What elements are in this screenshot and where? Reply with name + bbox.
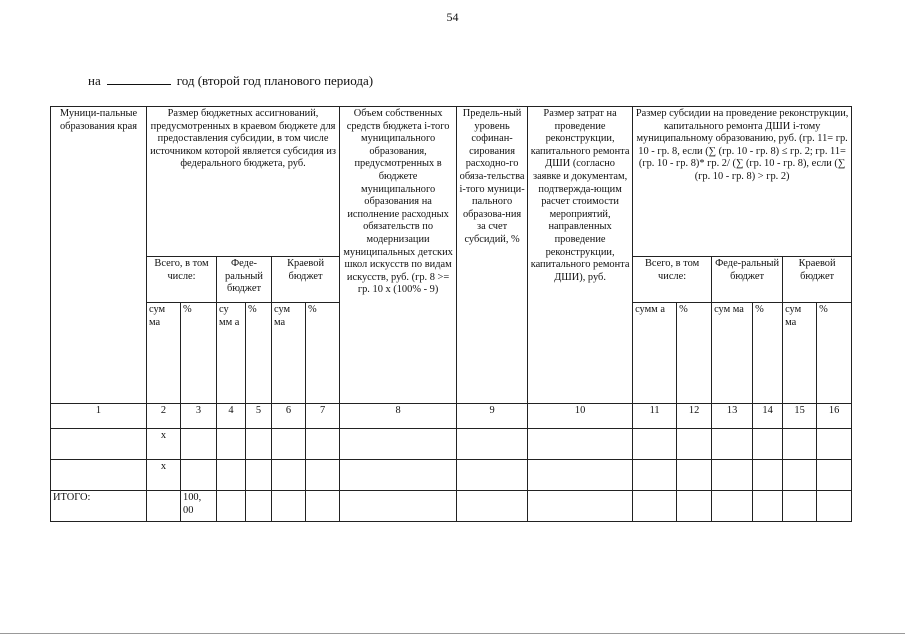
- table-row: [51, 429, 852, 460]
- table-cell: [633, 491, 677, 522]
- table-cell: [51, 460, 147, 491]
- column-number: 2: [147, 404, 181, 429]
- column-number: 9: [457, 404, 528, 429]
- column-number: 12: [677, 404, 712, 429]
- table-cell: [712, 491, 753, 522]
- unit-sum: сум ма: [712, 303, 753, 404]
- column-number: 7: [306, 404, 340, 429]
- header-cofinancing-level: Предель-ный уровень софинан-сирования расходно-го обяза-тельства i-того муници-пального образова-ния за счет субсидий, %: [457, 107, 528, 404]
- table-cell: [817, 429, 852, 460]
- table-cell: [783, 460, 817, 491]
- table-cell: [246, 429, 272, 460]
- table-cell: [51, 429, 147, 460]
- unit-percent: %: [817, 303, 852, 404]
- column-number: 8: [340, 404, 457, 429]
- subheader-federal-b: Феде-ральный бюджет: [712, 257, 783, 303]
- page-bottom-edge: [0, 633, 905, 634]
- subheader-total-b: Всего, в том числе:: [633, 257, 712, 303]
- table-cell: [306, 429, 340, 460]
- table-cell: [753, 491, 783, 522]
- table-cell: [181, 429, 217, 460]
- table-cell: [272, 460, 306, 491]
- table-cell: [783, 429, 817, 460]
- table-cell: [712, 429, 753, 460]
- table-cell: [306, 491, 340, 522]
- table-cell: [457, 429, 528, 460]
- column-number-row: [51, 404, 852, 429]
- table-cell: [217, 491, 246, 522]
- header-municipal: Муници-пальные образования края: [51, 107, 147, 404]
- table-cell: [783, 491, 817, 522]
- table-cell: [147, 491, 181, 522]
- table-cell: [246, 491, 272, 522]
- header-repair-costs: Размер затрат на проведение реконструкции, капитального ремонта ДШИ (согласно заявке и документам, подтвержда-ющим расчет стоимости мероприятий, направленных проведение реконструкции, капитального ремонта ДШИ), руб.: [528, 107, 633, 404]
- table-cell: [677, 429, 712, 460]
- year-blank-field: [107, 72, 171, 85]
- table-cell: х: [147, 429, 181, 460]
- unit-percent: %: [306, 303, 340, 404]
- table-cell: [217, 429, 246, 460]
- table-cell: [677, 491, 712, 522]
- column-number: 10: [528, 404, 633, 429]
- column-number: 4: [217, 404, 246, 429]
- total-percent: 100, 00: [181, 491, 217, 522]
- table-cell: [181, 460, 217, 491]
- table-row: [51, 460, 852, 491]
- table-cell: [633, 429, 677, 460]
- column-number: 1: [51, 404, 147, 429]
- table-cell: [340, 460, 457, 491]
- table-cell: [528, 460, 633, 491]
- table-cell: [817, 491, 852, 522]
- table-cell: [272, 429, 306, 460]
- table-cell: [633, 460, 677, 491]
- column-number: 3: [181, 404, 217, 429]
- table-cell: [528, 429, 633, 460]
- table-cell: [340, 491, 457, 522]
- heading-prefix: на: [88, 73, 101, 88]
- total-label: ИТОГО:: [51, 491, 147, 522]
- column-number: 14: [753, 404, 783, 429]
- table-cell: [753, 460, 783, 491]
- subheader-regional-b: Краевой бюджет: [783, 257, 852, 303]
- table-cell: [817, 460, 852, 491]
- table-cell: [677, 460, 712, 491]
- subsidy-table: [50, 106, 852, 522]
- table-cell: [306, 460, 340, 491]
- table-cell: [217, 460, 246, 491]
- heading-suffix: год (второй год планового периода): [176, 73, 374, 88]
- header-subsidy-size: Размер субсидии на проведение реконструкции, капитального ремонта ДШИ i-тому муниципальному образованию, руб. (гр. 11= гр. 10 - гр. 8, если (∑ (гр. 10 - гр. 8) ≤ гр. 2; гр. 11= (гр. 10 - гр. 8)* гр. 2/ (∑ (гр. 10 - гр. 8), если (∑ (гр. 10 - гр. 8) > гр. 2): [633, 107, 852, 257]
- subheader-federal-a: Феде-ральный бюджет: [217, 257, 272, 303]
- table-cell: [457, 491, 528, 522]
- table-heading: [88, 72, 373, 89]
- header-own-funds: Объем собственных средств бюджета i-того муниципального образования, предусмотренных в бюджете муниципального образования на исполнение расходных обязательств по модернизации муниципальных детских школ искусств по видам искусств, руб. (гр. 8 >= гр. 10 х (100% - 9): [340, 107, 457, 404]
- table-cell: [340, 429, 457, 460]
- total-row: [51, 491, 852, 522]
- unit-percent: %: [677, 303, 712, 404]
- table-cell: [753, 429, 783, 460]
- table-cell: [712, 460, 753, 491]
- column-number: 16: [817, 404, 852, 429]
- table-cell: [246, 460, 272, 491]
- column-number: 15: [783, 404, 817, 429]
- unit-sum: сум ма: [272, 303, 306, 404]
- column-number: 13: [712, 404, 753, 429]
- table-cell: [528, 491, 633, 522]
- subheader-total-a: Всего, в том числе:: [147, 257, 217, 303]
- unit-sum: су мм а: [217, 303, 246, 404]
- header-budget-allocations: Размер бюджетных ассигнований, предусмотренных в краевом бюджете для предоставления субсидии, в том числе источником которой является субсидия из федерального бюджета, руб.: [147, 107, 340, 257]
- table-cell: [272, 491, 306, 522]
- table-cell: [457, 460, 528, 491]
- unit-sum: сум ма: [783, 303, 817, 404]
- column-number: 11: [633, 404, 677, 429]
- column-number: 5: [246, 404, 272, 429]
- page-number: 54: [446, 10, 459, 24]
- unit-percent: %: [181, 303, 217, 404]
- subheader-regional-a: Краевой бюджет: [272, 257, 340, 303]
- unit-percent: %: [246, 303, 272, 404]
- unit-percent: %: [753, 303, 783, 404]
- unit-sum: сум ма: [147, 303, 181, 404]
- unit-sum: сумм а: [633, 303, 677, 404]
- column-number: 6: [272, 404, 306, 429]
- table-cell: х: [147, 460, 181, 491]
